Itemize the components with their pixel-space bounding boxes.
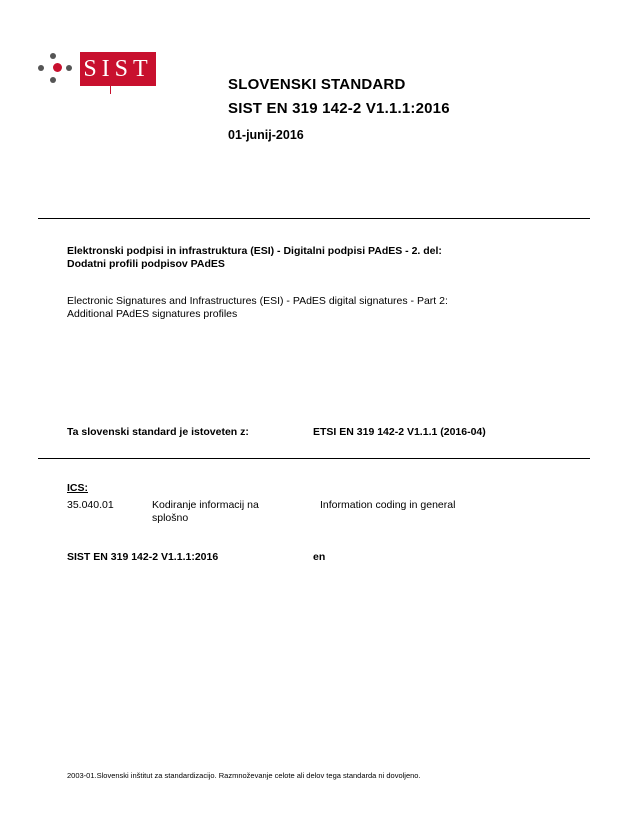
title-sl xyxy=(67,245,442,271)
logo-dot-top xyxy=(50,53,56,59)
title-en-line1: Electronic Signatures and Infrastructures (ESI) - PAdES digital signatures - Part 2: xyxy=(67,295,448,307)
logo-divider xyxy=(110,86,111,94)
logo-dot-right xyxy=(66,65,72,71)
copyright-footer: 2003-01.Slovenski inštitut za standardizacijo. Razmnoževanje celote ali delov tega standarda ni dovoljeno. xyxy=(67,771,421,780)
language-code: en xyxy=(313,551,326,563)
title-en-line2: Additional PAdES signatures profiles xyxy=(67,308,238,320)
header-standard-id: SIST EN 319 142-2 V1.1.1:2016 xyxy=(228,100,450,117)
equivalence-label: Ta slovenski standard je istoveten z: xyxy=(67,426,249,438)
header-standard-type: SLOVENSKI STANDARD xyxy=(228,76,406,93)
logo-dot-left xyxy=(38,65,44,71)
top-divider xyxy=(38,218,590,219)
ics-heading: ICS: xyxy=(67,482,88,494)
title-sl-line1: Elektronski podpisi in infrastruktura (ESI) - Digitalni podpisi PAdES - 2. del: xyxy=(67,245,442,257)
ics-code: 35.040.01 xyxy=(67,499,114,511)
ics-description-sl-line1: Kodiranje informacij na xyxy=(152,499,259,511)
middle-divider xyxy=(38,458,590,459)
equivalence-value: ETSI EN 319 142-2 V1.1.1 (2016-04) xyxy=(313,426,486,438)
title-sl-line2: Dodatni profili podpisov PAdES xyxy=(67,258,225,270)
title-en xyxy=(67,295,448,321)
logo-dot-bottom xyxy=(50,77,56,83)
header-date: 01-junij-2016 xyxy=(228,128,304,142)
ics-description-sl-line2: splošno xyxy=(152,512,189,524)
ics-description-sl xyxy=(152,499,259,525)
logo-wordmark: SIST xyxy=(80,52,156,86)
ics-description-en: Information coding in general xyxy=(320,499,456,511)
standard-reference: SIST EN 319 142-2 V1.1.1:2016 xyxy=(67,551,219,563)
logo-dot-center xyxy=(53,63,62,72)
